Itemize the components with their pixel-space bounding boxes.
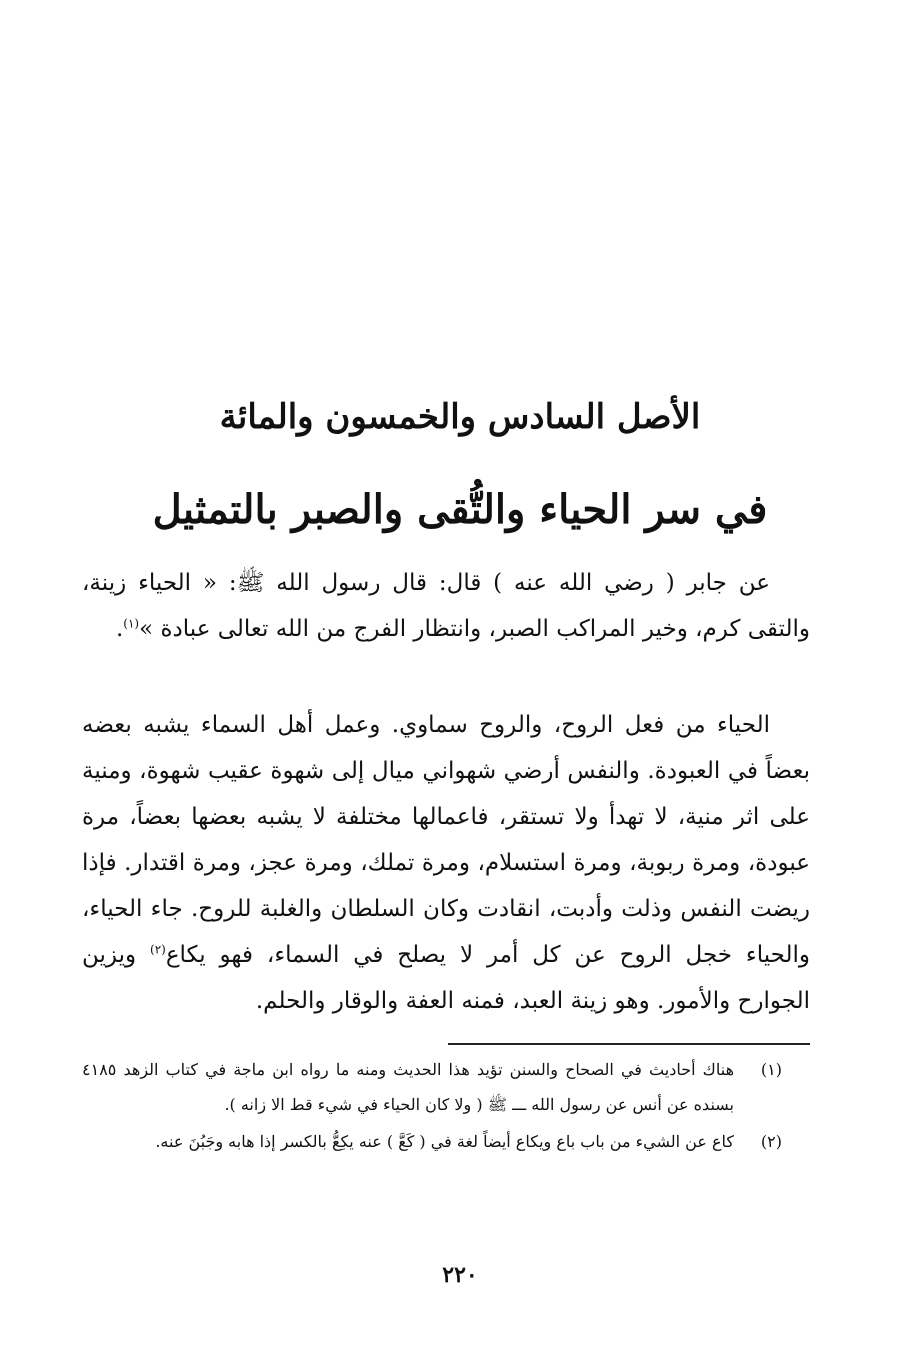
footnote-2 <box>82 1124 782 1159</box>
hadith-text-end: . <box>115 616 124 642</box>
footnote-ref-1: (١) <box>123 616 140 631</box>
footnote-number: (٢) <box>760 1132 782 1151</box>
footnotes <box>82 1052 782 1159</box>
chapter-subtitle: في سر الحياء والتُّقى والصبر بالتمثيل <box>152 486 768 533</box>
footnote-ref-2: (٢) <box>150 942 166 957</box>
hadith-paragraph <box>82 560 810 652</box>
footnote-1 <box>82 1052 782 1122</box>
footnote-divider <box>448 1043 810 1045</box>
footnote-text: هناك أحاديث في الصحاح والسنن تؤيد هذا الحديث ومنه ما رواه ابن ماجة في كتاب الزهد ٤١٨٥ بسنده عن أنس عن رسول الله ـــ ﷺ ( ولا كان الحياء في شيء قط الا زانه ). <box>82 1060 734 1114</box>
chapter-title: الأصل السادس والخمسون والمائة <box>219 397 701 437</box>
hadith-text: عن جابر ( رضي الله عنه ) قال: قال رسول الله ﷺ: « الحياء زينة، والتقى كرم، وخير المراكب الصبر، وانتظار الفرج من الله تعالى عبادة » <box>82 570 810 642</box>
footnote-number: (١) <box>760 1060 782 1079</box>
explanation-text: الحياء من فعل الروح، والروح سماوي. وعمل أهل السماء يشبه بعضه بعضاً في العبودة. والنفس أرضي شهواني ميال إلى شهوة عقيب شهوة، ومنية على اثر منية، لا تهدأ ولا تستقر، فاعمالها مختلفة لا يشبه بعضها بعضاً، مرة عبودة، ومرة ربوبة، ومرة استسلام، ومرة تملك، ومرة عجز، ومرة اقتدار. فإذا ريضت النفس وذلت وأدبت، انقادت وكان السلطان والغلبة للروح. جاء الحياء، والحياء خجل الروح عن كل أمر لا يصلح في السماء، فهو يكاع <box>82 712 810 968</box>
footnote-text: كاع عن الشيء من باب باع ويكاع أيضاً لغة في ( كَعَّ ) عنه يكِعُّ بالكسر إذا هابه وجَبُنَ عنه. <box>155 1132 734 1151</box>
explanation-paragraph <box>82 702 810 1024</box>
explanation-text-end: ويزين الجوارح والأمور. وهو زينة العبد، فمنه العفة والوقار والحلم. <box>82 942 810 1014</box>
page-number: ٢٢٠ <box>442 1262 478 1288</box>
